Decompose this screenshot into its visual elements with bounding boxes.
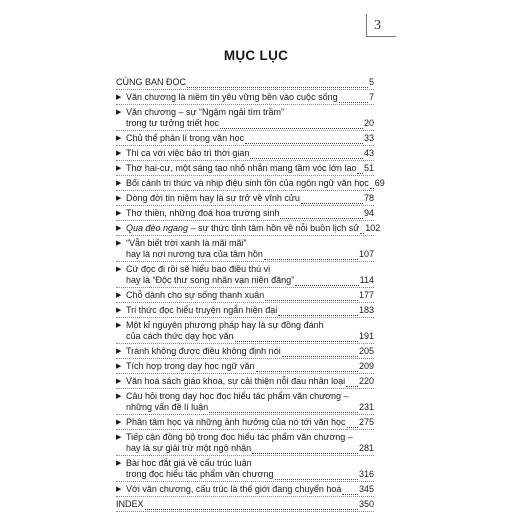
toc-entry[interactable] (116, 361, 374, 372)
toc-entry[interactable] (116, 92, 374, 103)
entry-separator (116, 414, 374, 415)
dot-leader (220, 120, 363, 129)
entry-separator (116, 235, 374, 236)
toc-entry[interactable] (116, 223, 381, 234)
toc-entry-title: của cách thức dạy học văn (126, 331, 234, 341)
dot-leader (347, 419, 358, 428)
dot-leader (346, 378, 358, 387)
dot-leader (145, 501, 358, 510)
toc-entry-title: Bối cảnh tri thức và nhịp điệu sinh tồn của ngôn ngữ văn học (126, 178, 369, 188)
toc-entry-title: hay là “Độc thư song nhãn vạn niên đăng” (126, 275, 295, 285)
page-number: 3 (374, 18, 381, 33)
bullet-arrow-icon: ▶ (116, 378, 122, 385)
entry-separator (116, 343, 374, 344)
toc-entry[interactable] (116, 193, 374, 204)
toc-entry[interactable] (116, 376, 374, 387)
bullet-arrow-icon: ▶ (116, 486, 122, 493)
bullet-arrow-icon: ▶ (116, 195, 122, 202)
dot-leader (370, 180, 374, 189)
dot-leader (278, 307, 358, 316)
toc-entry-page: 43 (363, 148, 374, 158)
bullet-arrow-icon: ▶ (116, 322, 122, 329)
dot-leader (357, 165, 363, 174)
bullet-arrow-icon: ▶ (116, 165, 122, 172)
toc-entry[interactable] (116, 107, 374, 129)
toc-entry-title: Với văn chương, cấu trúc là thế giới đang chuyển hoá (126, 484, 342, 494)
toc-entry[interactable] (116, 290, 374, 301)
bullet-arrow-icon: ▶ (116, 150, 122, 157)
toc-entry[interactable] (116, 208, 374, 219)
bullet-arrow-icon: ▶ (116, 210, 122, 217)
toc-entry-page: 78 (363, 193, 374, 203)
dot-leader (360, 225, 364, 234)
toc-entry-title-line: Bài học đắt giá về cấu trúc luận (126, 458, 252, 468)
bullet-arrow-icon: ▶ (116, 419, 122, 426)
toc-entry[interactable] (116, 238, 374, 260)
dot-leader (250, 150, 363, 159)
entry-separator (116, 373, 374, 374)
toc-entry-title: Phân tâm học và những ảnh hưởng của nó tới văn học (126, 417, 346, 427)
entry-separator (116, 261, 374, 262)
entry-separator (116, 130, 374, 131)
toc-entry-title: Tránh không được điều không định nói (126, 346, 281, 356)
entry-separator (116, 287, 374, 288)
toc-entry[interactable] (116, 346, 374, 357)
entry-separator (116, 358, 374, 359)
bullet-arrow-icon: ▶ (116, 135, 122, 142)
toc-entry-page: 107 (358, 249, 374, 259)
dot-leader (301, 195, 363, 204)
toc-entry[interactable] (116, 133, 374, 144)
entry-separator (116, 481, 374, 482)
toc-entry-page: 94 (363, 208, 374, 218)
bullet-arrow-icon: ▶ (116, 292, 122, 299)
toc-entry-title: những vấn đề lí luận (126, 402, 209, 412)
dot-leader (264, 251, 358, 260)
dot-leader (295, 277, 359, 286)
bullet-arrow-icon: ▶ (116, 434, 122, 441)
dot-leader (209, 404, 358, 413)
corner-rule-horizontal (366, 36, 396, 37)
toc-entry-title-rest: – sự thức tỉnh tâm hồn về nỗi buồn lịch sử (188, 223, 360, 233)
dot-leader (252, 445, 358, 454)
toc-entry-title: Văn hoá sách giáo khoa, sự cải thiện nỗi đau nhân loại (126, 376, 346, 386)
toc-entry[interactable] (116, 458, 374, 480)
toc-entry-title: CÙNG BẠN ĐỌC (116, 77, 187, 87)
toc-entry-title: Chủ thể phản lí trong văn học (126, 133, 245, 143)
toc-entry-page: 177 (358, 290, 374, 300)
dot-leader (235, 333, 358, 342)
toc-entry-page: 183 (358, 305, 374, 315)
toc-entry[interactable] (116, 391, 374, 413)
entry-separator (116, 89, 374, 90)
bullet-arrow-icon: ▶ (116, 109, 122, 116)
toc-entry-page: 114 (359, 275, 374, 285)
toc-entry[interactable] (116, 320, 374, 342)
dot-leader (245, 135, 363, 144)
toc-entry-page: 69 (374, 178, 385, 188)
toc-entry[interactable] (116, 148, 374, 159)
toc-entry[interactable] (116, 432, 374, 454)
toc-entry-page: 275 (358, 417, 374, 427)
toc-entry-page: 33 (363, 133, 374, 143)
toc-entry-title: INDEX (116, 499, 144, 509)
toc-entry-page: 20 (363, 118, 374, 128)
bullet-arrow-icon: ▶ (116, 307, 122, 314)
dot-leader (265, 292, 358, 301)
toc-entry-title-line: Cứ đọc đi rồi sẽ hiểu bao điều thú vị (126, 264, 271, 274)
toc-entry-title-line: Tiếp cận đồng bộ trong đọc hiểu tác phẩm văn chương – (126, 432, 353, 442)
toc-entry[interactable] (116, 484, 374, 495)
toc-entry-title-line: Câu hỏi trong dạy học đọc hiểu tác phẩm văn chương – (126, 391, 349, 401)
toc-entry-title (126, 223, 359, 234)
toc-entry-page: 5 (368, 77, 374, 87)
toc-entry[interactable] (116, 178, 385, 189)
toc-entry-page: 316 (358, 469, 374, 479)
bullet-arrow-icon: ▶ (116, 266, 122, 273)
toc-entry-title: Tích hợp trong dạy học ngữ văn (126, 361, 255, 371)
bullet-arrow-icon: ▶ (116, 460, 122, 467)
toc-entry[interactable] (116, 305, 374, 316)
toc-entry-page: 205 (358, 346, 374, 356)
corner-rule-vertical (366, 14, 367, 36)
toc-entry-title: Thi ca với việc bảo trì thời gian (126, 148, 250, 158)
entry-separator (116, 429, 374, 430)
toc-entry-title: trong đọc hiểu tác phẩm văn chương (126, 469, 274, 479)
dot-leader (256, 363, 358, 372)
toc-entry-title: Thơ hai-cư, một sáng tạo nhỏ nhắn mang tầm vóc lớn lao (126, 163, 357, 173)
bullet-arrow-icon: ▶ (116, 94, 122, 101)
toc-entry-title-line: Một kỉ nguyên phương pháp hay là sự đồng đánh (126, 320, 324, 330)
toc-entry-page: 191 (358, 331, 374, 341)
page-title: MỤC LỤC (223, 48, 289, 63)
toc-entry-page: 220 (358, 376, 374, 386)
toc-entry-page: 51 (363, 163, 374, 173)
entry-separator (116, 388, 374, 389)
dot-leader (342, 486, 358, 495)
entry-separator (116, 317, 374, 318)
entry-separator (116, 104, 374, 105)
toc-entry-page: 7 (368, 92, 374, 102)
entry-separator (116, 175, 374, 176)
toc-entry[interactable] (116, 264, 374, 286)
bullet-arrow-icon: ▶ (116, 240, 122, 247)
bullet-arrow-icon: ▶ (116, 348, 122, 355)
toc-entry-page: 345 (358, 484, 374, 494)
entry-separator (116, 220, 374, 221)
toc-entry-title-line: Văn chương – sự “Ngậm ngải tìm trầm” (126, 107, 285, 117)
toc-entry-title: Dòng đời tin niệm hay là sự trở về vĩnh cửu (126, 193, 300, 203)
entry-separator (116, 302, 374, 303)
entry-separator (116, 145, 374, 146)
toc-entry-page: 350 (358, 499, 374, 509)
bullet-arrow-icon: ▶ (116, 225, 122, 232)
toc-entry-title: Văn chương là niềm tin yêu vững bền vào cuộc sống (126, 92, 338, 102)
dot-leader (282, 348, 358, 357)
dot-leader (339, 94, 368, 103)
toc-entry-title: Chỗ dành cho sự sống thanh xuân (126, 290, 265, 300)
toc-entry[interactable] (116, 163, 374, 174)
toc-entry-page: 281 (358, 443, 374, 453)
dot-leader (275, 471, 358, 480)
entry-separator (116, 160, 374, 161)
toc-entry-page: 209 (358, 361, 374, 371)
toc-entry[interactable] (116, 417, 374, 428)
dot-leader (187, 79, 368, 88)
toc-entry-title-italic: Qua đèo ngang (126, 223, 189, 233)
toc-entry-title: Tri thức đọc hiểu truyện ngắn hiện đại (126, 305, 278, 315)
toc-entry-title: Thơ thiền, những đoá hoa trường sinh (126, 208, 280, 218)
toc-entry[interactable] (116, 499, 374, 510)
bullet-arrow-icon: ▶ (116, 180, 122, 187)
toc-entry-title: hay là sự giải trừ một ngộ nhận (126, 443, 252, 453)
toc-entry-page: 102 (365, 223, 381, 233)
entry-separator (116, 205, 374, 206)
entry-separator (116, 496, 374, 497)
entry-separator (116, 190, 374, 191)
table-of-contents (116, 77, 385, 514)
toc-entry-title: hay là nơi nương tựa của tâm hồn (126, 249, 263, 259)
toc-entry-title: trong tư tưởng triết học (126, 118, 219, 128)
toc-entry[interactable] (116, 77, 374, 88)
toc-entry-title-line: “Vẫn biết trời xanh là mãi mãi” (126, 238, 247, 248)
toc-entry-page: 231 (358, 402, 374, 412)
entry-separator (116, 455, 374, 456)
bullet-arrow-icon: ▶ (116, 363, 122, 370)
bullet-arrow-icon: ▶ (116, 393, 122, 400)
dot-leader (280, 210, 363, 219)
